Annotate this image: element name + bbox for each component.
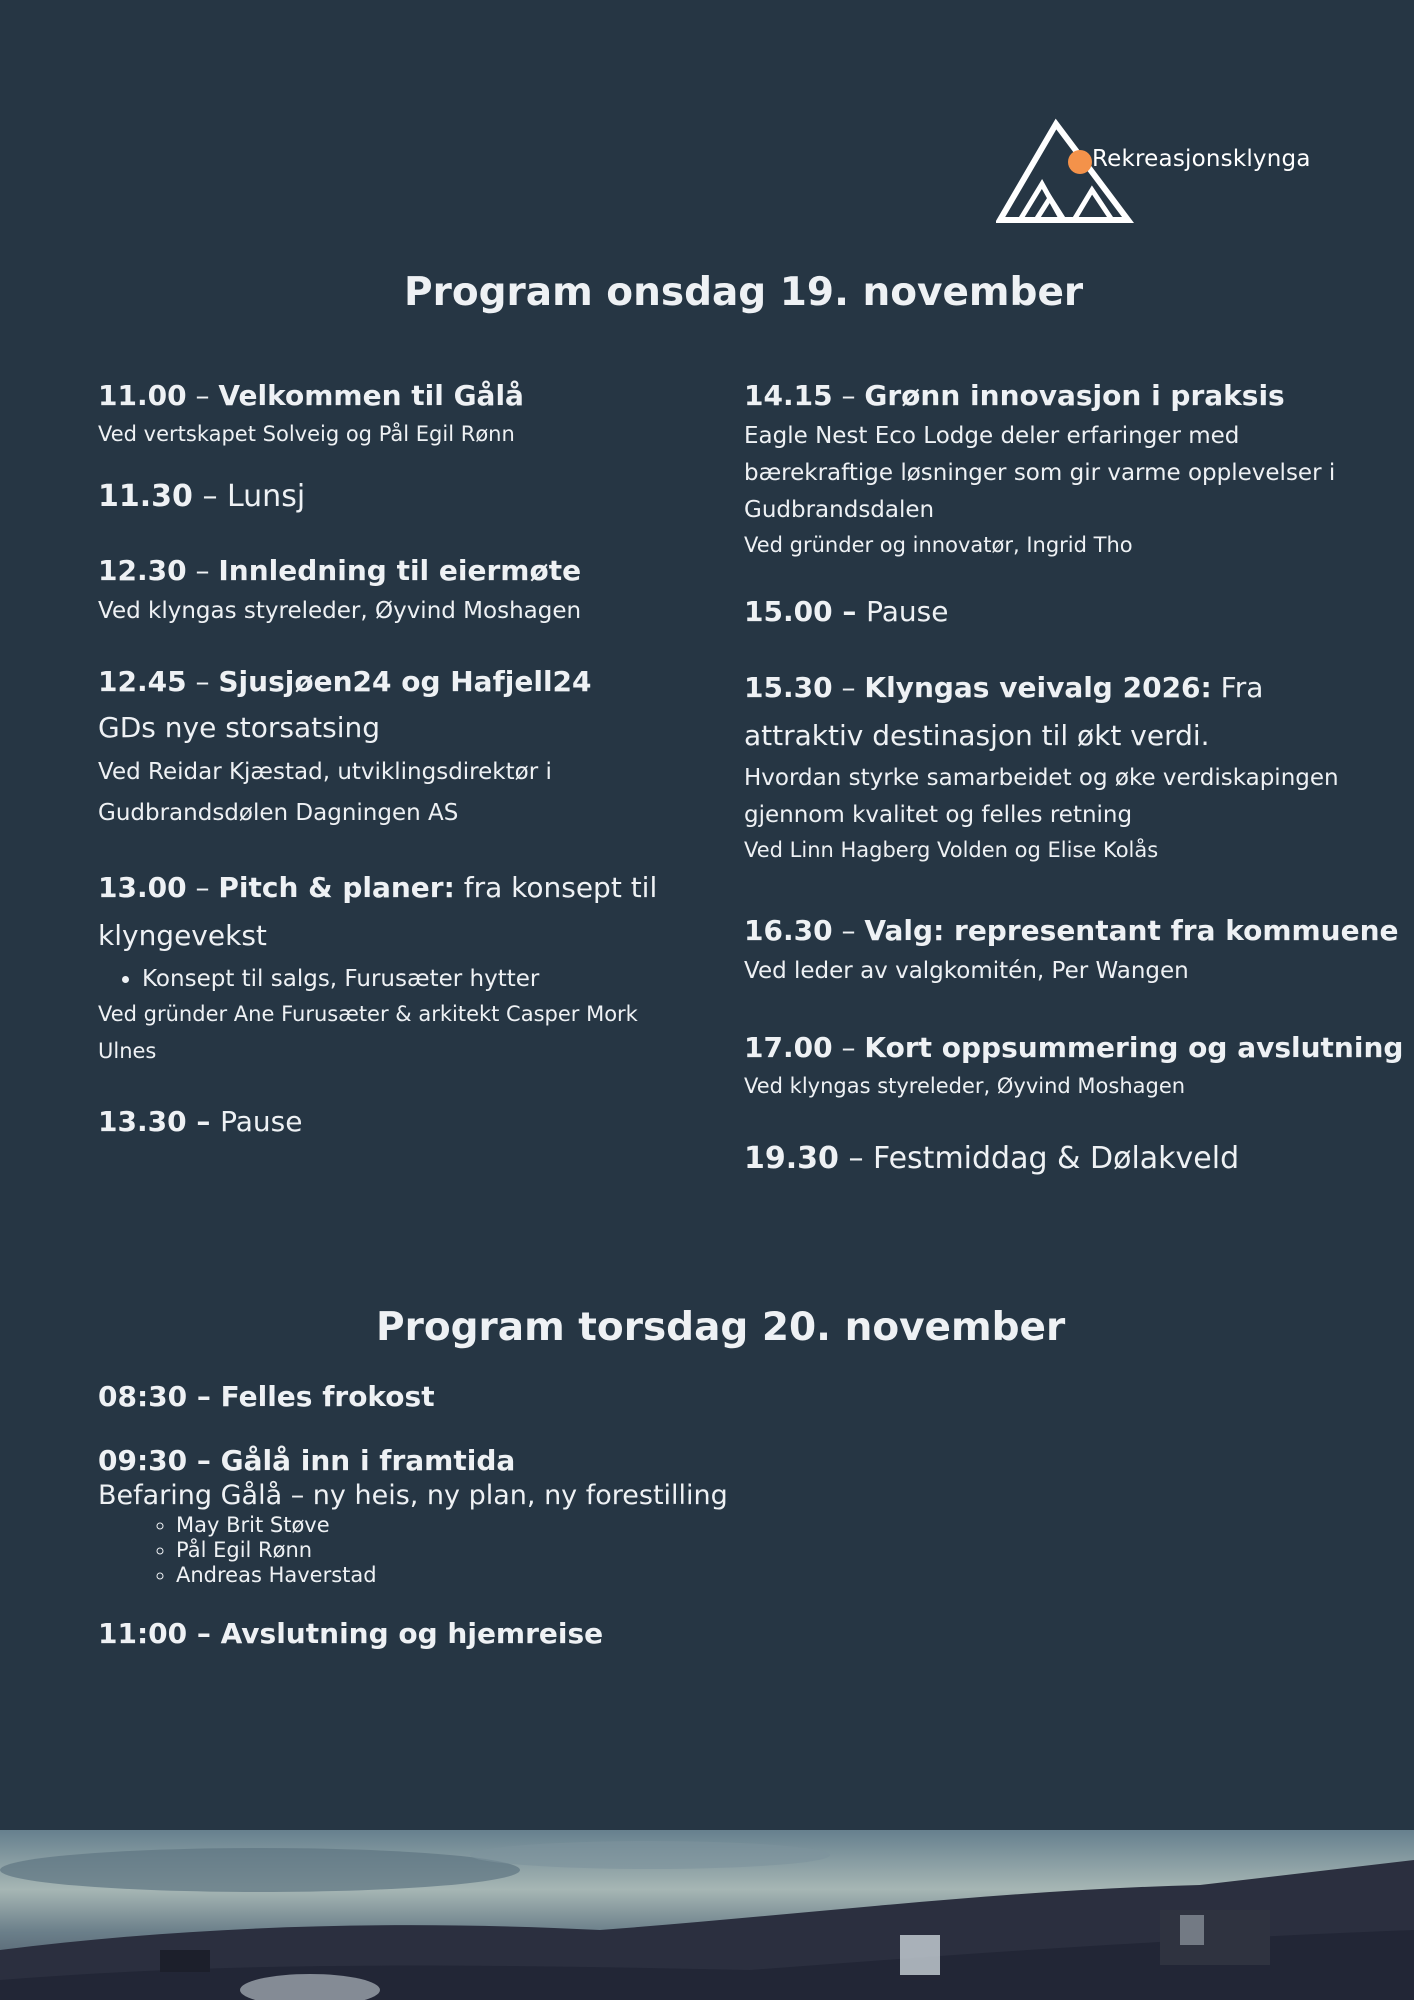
item-title: Pause	[866, 595, 949, 628]
program-item: 19.30 – Festmiddag & Dølakveld	[744, 1141, 1240, 1176]
venue-photo	[0, 1830, 1414, 2000]
program-item: 15.30 – Klyngas veivalg 2026: Fra attraktiv destinasjon til økt verdi. Hvordan styrke samarbeidet og øke verdiskapingen gjennom kvalitet og felles retning Ved Linn Hagberg Volden og Elise Kolås	[744, 664, 1364, 867]
item-detail: Eagle Nest Eco Lodge deler erfaringer med bærekraftige løsninger som gir varme opplevelser i Gudbrandsdalen	[744, 423, 1336, 523]
item-detail: Ved Linn Hagberg Volden og Elise Kolås	[744, 838, 1159, 862]
program-item: 11.00 – Velkommen til Gålå Ved vertskapet Solveig og Pål Egil Rønn	[98, 374, 698, 451]
item-subtitle: GDs nye storsatsing	[98, 711, 381, 744]
landscape-image	[0, 1830, 1414, 2000]
item-detail: Ved vertskapet Solveig og Pål Egil Rønn	[98, 422, 515, 446]
item-time: 17.00	[744, 1031, 833, 1064]
program-item: 17.00 – Kort oppsummering og avslutning Ved klyngas styreleder, Øyvind Moshagen	[744, 1026, 1364, 1103]
item-time: 12.45	[98, 665, 187, 698]
program-item: 15.00 – Pause	[744, 595, 949, 628]
program-item: 13.00 – Pitch & planer: fra konsept til klyngevekst • Konsept til salgs, Furusæter hytter Ved gründer Ane Furusæter & arkitekt Casper Mork Ulnes	[98, 864, 698, 1070]
wednesday-title: Program onsdag 19. november	[404, 270, 1084, 315]
program-item	[98, 1375, 998, 1419]
item-heading: 11:00 – Avslutning og hjemreise	[98, 1617, 604, 1650]
program-item: 13.30 – Pause	[98, 1105, 303, 1138]
mountain-logo-icon	[996, 118, 1136, 226]
item-time: 19.30	[744, 1141, 839, 1176]
item-title: Velkommen til Gålå	[218, 379, 524, 412]
item-time: 15.30	[744, 671, 833, 704]
item-detail: Ved klyngas styreleder, Øyvind Moshagen	[98, 598, 582, 624]
item-time: 14.15	[744, 379, 833, 412]
program-item: 16.30 – Valg: representant fra kommuene Ved leder av valgkomitén, Per Wangen	[744, 909, 1364, 990]
item-detail: Hvordan styrke samarbeidet og øke verdiskapingen gjennom kvalitet og felles retning	[744, 765, 1339, 828]
person-item: ◦ May Brit Støve	[176, 1513, 998, 1538]
item-title: Pitch & planer:	[218, 871, 455, 904]
item-title: Sjusjøen24 og Hafjell24	[218, 665, 592, 698]
item-detail: Ved leder av valgkomitén, Per Wangen	[744, 958, 1189, 984]
item-title: Pause	[220, 1105, 303, 1138]
item-time: 13.30	[98, 1105, 187, 1138]
item-detail: Ved gründer og innovatør, Ingrid Tho	[744, 533, 1133, 557]
item-title: Lunsj	[226, 479, 306, 514]
person-item: ◦ Andreas Haverstad	[176, 1563, 998, 1588]
program-item	[98, 1612, 998, 1656]
program-item	[98, 1443, 998, 1588]
person-item: ◦ Pål Egil Rønn	[176, 1538, 998, 1563]
brand-name: Rekreasjonsklynga	[1092, 146, 1311, 172]
item-detail: Ved Reidar Kjæstad, utviklingsdirektør i Gudbrandsdølen Dagningen AS	[98, 759, 552, 826]
item-title: Grønn innovasjon i praksis	[864, 379, 1285, 412]
item-time: 15.00	[744, 595, 833, 628]
item-time: 12.30	[98, 554, 187, 587]
people-list	[98, 1513, 998, 1588]
item-title: Kort oppsummering og avslutning	[864, 1031, 1404, 1064]
wednesday-right-column	[744, 374, 1404, 1181]
program-item: 14.15 – Grønn innovasjon i praksis Eagle Nest Eco Lodge deler erfaringer med bærekraftige løsninger som gir varme opplevelser i Gudbrandsdalen Ved gründer og innovatør, Ingrid Tho	[744, 374, 1364, 562]
program-item: 11.30 – Lunsj	[98, 479, 306, 514]
program-item: 12.30 – Innledning til eiermøte Ved klyngas styreleder, Øyvind Moshagen	[98, 549, 698, 630]
item-title: Innledning til eiermøte	[218, 554, 582, 587]
program-item: 12.45 – Sjusjøen24 og Hafjell24 GDs nye storsatsing Ved Reidar Kjæstad, utviklingsdirektør i Gudbrandsdølen Dagningen AS	[98, 660, 698, 834]
item-detail: Ved klyngas styreleder, Øyvind Moshagen	[744, 1074, 1186, 1098]
item-bullets	[98, 962, 698, 996]
item-time: 13.00	[98, 871, 187, 904]
item-heading: 08:30 – Felles frokost	[98, 1380, 435, 1413]
item-time: 11.00	[98, 379, 187, 412]
item-detail: Ved gründer Ane Furusæter & arkitekt Casper Mork Ulnes	[98, 1002, 638, 1063]
item-title: Valg: representant fra kommuene	[864, 914, 1399, 947]
item-subtitle: Befaring Gålå – ny heis, ny plan, ny forestilling	[98, 1480, 728, 1511]
thursday-program	[98, 1375, 998, 1656]
item-time: 11.30	[98, 479, 193, 514]
item-title: Festmiddag & Dølakveld	[872, 1141, 1240, 1176]
wednesday-left-column	[98, 374, 698, 1144]
item-heading: 09:30 – Gålå inn i framtida	[98, 1444, 516, 1477]
thursday-title: Program torsdag 20. november	[376, 1305, 1066, 1350]
item-title: Klyngas veivalg 2026:	[864, 671, 1212, 704]
brand-logo	[996, 118, 1316, 226]
item-time: 16.30	[744, 914, 833, 947]
bullet-item: • Konsept til salgs, Furusæter hytter	[142, 962, 698, 996]
